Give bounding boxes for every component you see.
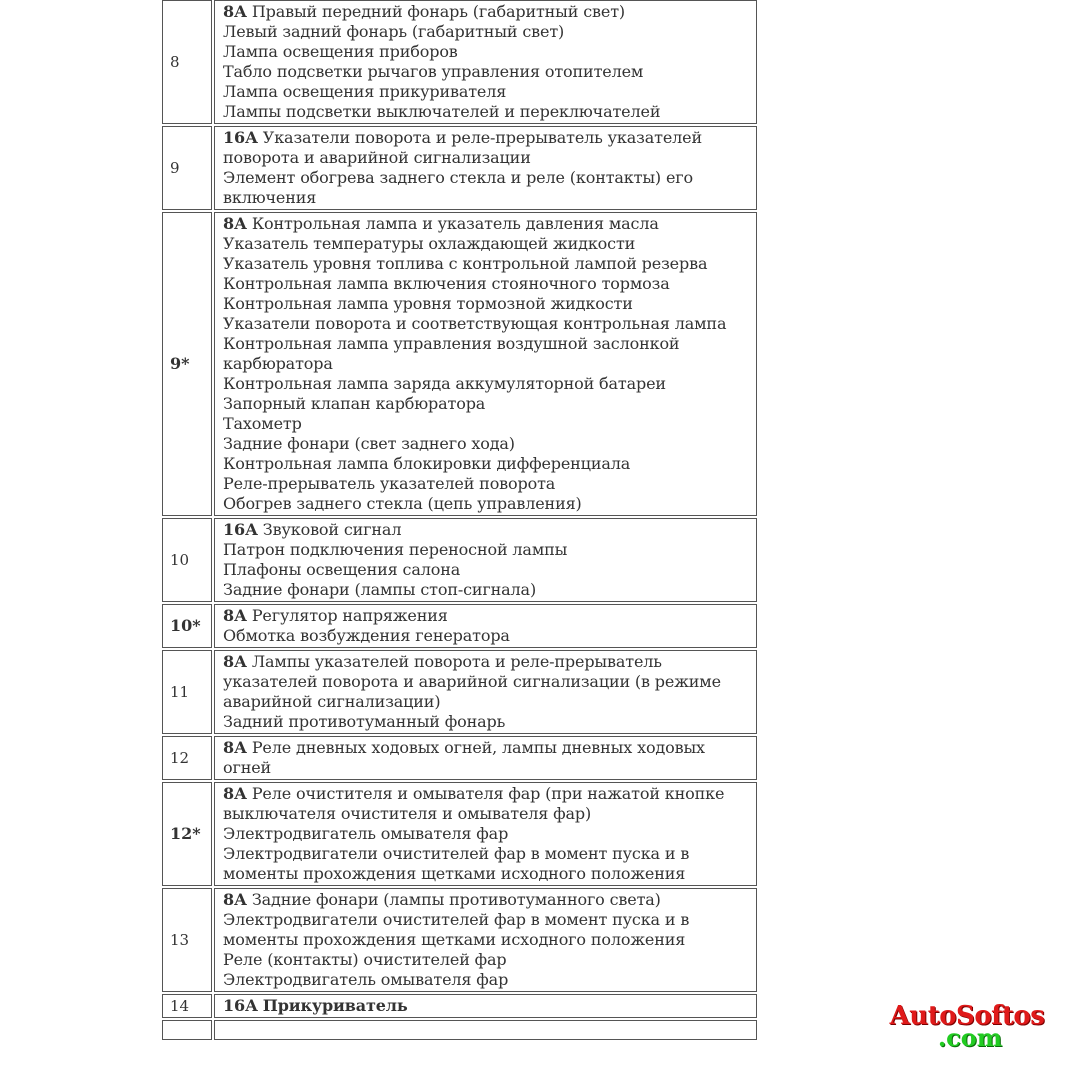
description-line: Обмотка возбуждения генератора: [223, 626, 510, 645]
fuse-description-cell: [214, 736, 757, 780]
description-line: Лампа освещения приборов: [223, 42, 458, 61]
fuse-number-cell: 12: [162, 736, 212, 780]
fuse-description-cell: [214, 888, 757, 992]
fuse-description-cell: [214, 1020, 757, 1040]
description-line: Контрольная лампа включения стояночного тормоза: [223, 274, 670, 293]
description-line: указателей поворота и аварийной сигнализации (в режиме: [223, 672, 721, 691]
fuse-description-cell: [214, 604, 757, 648]
table-row: [162, 0, 757, 124]
description-text: Задние фонари (лампы противотуманного света): [251, 890, 661, 909]
description-text: Контрольная лампа и указатель давления масла: [251, 214, 659, 233]
description-text: Лампы указателей поворота и реле-прерыватель: [251, 652, 662, 671]
fuse-number-cell: 10*: [162, 604, 212, 648]
fuse-number-cell: 9*: [162, 212, 212, 516]
fuse-number-cell: 8: [162, 0, 212, 124]
description-line: выключателя очистителя и омывателя фар): [223, 804, 592, 823]
fuse-number-cell: 9: [162, 126, 212, 210]
table-row: [162, 212, 757, 516]
fuse-description-cell: [214, 994, 757, 1018]
description-line: Запорный клапан карбюратора: [223, 394, 486, 413]
table-row: [162, 888, 757, 992]
amperage-label: 16А: [223, 520, 258, 539]
description-line: [223, 996, 748, 1016]
description-line: Обогрев заднего стекла (цепь управления): [223, 494, 582, 513]
fuse-number-cell: 10: [162, 518, 212, 602]
description-line: огней: [223, 758, 272, 777]
amperage-label: 8А: [223, 652, 247, 671]
description-line: [223, 2, 748, 22]
watermark-main-text: AutoSoftos: [889, 1001, 1045, 1031]
description-text: Звуковой сигнал: [262, 520, 402, 539]
fuse-description-cell: [214, 518, 757, 602]
description-line: Левый задний фонарь (габаритный свет): [223, 22, 565, 41]
amperage-label: 16А: [223, 128, 258, 147]
description-line: [223, 520, 748, 540]
table-row: [162, 994, 757, 1018]
description-line: Указатель уровня топлива с контрольной лампой резерва: [223, 254, 708, 273]
description-line: Тахометр: [223, 414, 302, 433]
description-line: [223, 606, 748, 626]
description-line: [223, 652, 748, 672]
fuse-table-body: [162, 0, 757, 1040]
description-line: Контрольная лампа заряда аккумуляторной батареи: [223, 374, 666, 393]
description-line: Задние фонари (лампы стоп-сигнала): [223, 580, 537, 599]
description-text: Реле очистителя и омывателя фар (при нажатой кнопке: [251, 784, 725, 803]
description-line: [223, 890, 748, 910]
fuse-description-cell: [214, 126, 757, 210]
amperage-label: 8А: [223, 784, 247, 803]
fuse-description-cell: [214, 0, 757, 124]
description-line: Реле (контакты) очистителей фар: [223, 950, 507, 969]
amperage-label: 8А: [223, 214, 247, 233]
description-line: моменты прохождения щетками исходного положения: [223, 930, 686, 949]
fuse-description-cell: [214, 212, 757, 516]
amperage-label: 8А: [223, 606, 247, 625]
description-text: Реле дневных ходовых огней, лампы дневных ходовых: [251, 738, 705, 757]
table-row-partial: [162, 1020, 757, 1040]
description-line: Электродвигатели очистителей фар в момент пуска и в: [223, 910, 690, 929]
description-line: Элемент обогрева заднего стекла и реле (контакты) его: [223, 168, 693, 187]
description-line: поворота и аварийной сигнализации: [223, 148, 531, 167]
description-line: Электродвигатели очистителей фар в момент пуска и в: [223, 844, 690, 863]
fuse-number-cell: [162, 1020, 212, 1040]
description-text: Прикуриватель: [262, 996, 408, 1015]
description-line: Контрольная лампа блокировки дифференциала: [223, 454, 631, 473]
description-text: Регулятор напряжения: [251, 606, 448, 625]
description-line: Указатели поворота и соответствующая контрольная лампа: [223, 314, 727, 333]
description-line: аварийной сигнализации): [223, 692, 441, 711]
table-row: [162, 650, 757, 734]
table-row: [162, 604, 757, 648]
fuse-table: [160, 0, 759, 1042]
watermark-logo: [872, 1001, 1062, 1053]
description-line: [223, 784, 748, 804]
description-line: Контрольная лампа управления воздушной заслонкой: [223, 334, 680, 353]
amperage-label: 16А: [223, 996, 258, 1015]
amperage-label: 8А: [223, 890, 247, 909]
description-line: карбюратора: [223, 354, 333, 373]
table-row: [162, 126, 757, 210]
description-line: Патрон подключения переносной лампы: [223, 540, 568, 559]
table-row: [162, 736, 757, 780]
table-row: [162, 518, 757, 602]
description-line: Табло подсветки рычагов управления отопителем: [223, 62, 644, 81]
fuse-number-cell: 12*: [162, 782, 212, 886]
fuse-description-cell: [214, 782, 757, 886]
table-row: [162, 782, 757, 886]
description-text: Указатели поворота и реле-прерыватель указателей: [262, 128, 703, 147]
fuse-number-cell: 13: [162, 888, 212, 992]
description-line: [223, 128, 748, 148]
watermark-sub-text: .com: [937, 1023, 1003, 1052]
description-line: Плафоны освещения салона: [223, 560, 461, 579]
description-line: Электродвигатель омывателя фар: [223, 824, 509, 843]
description-text: Правый передний фонарь (габаритный свет): [251, 2, 625, 21]
amperage-label: 8А: [223, 738, 247, 757]
description-line: Электродвигатель омывателя фар: [223, 970, 509, 989]
description-line: [223, 214, 748, 234]
fuse-number-cell: 14: [162, 994, 212, 1018]
description-line: Задние фонари (свет заднего хода): [223, 434, 515, 453]
description-line: Реле-прерыватель указателей поворота: [223, 474, 556, 493]
description-line: [223, 738, 748, 758]
description-line: Задний противотуманный фонарь: [223, 712, 506, 731]
description-line: Лампа освещения прикуривателя: [223, 82, 507, 101]
description-line: Контрольная лампа уровня тормозной жидкости: [223, 294, 633, 313]
description-line: включения: [223, 188, 317, 207]
description-line: Лампы подсветки выключателей и переключателей: [223, 102, 661, 121]
description-line: моменты прохождения щетками исходного положения: [223, 864, 686, 883]
fuse-description-cell: [214, 650, 757, 734]
description-line: Указатель температуры охлаждающей жидкости: [223, 234, 636, 253]
amperage-label: 8А: [223, 2, 247, 21]
fuse-number-cell: 11: [162, 650, 212, 734]
